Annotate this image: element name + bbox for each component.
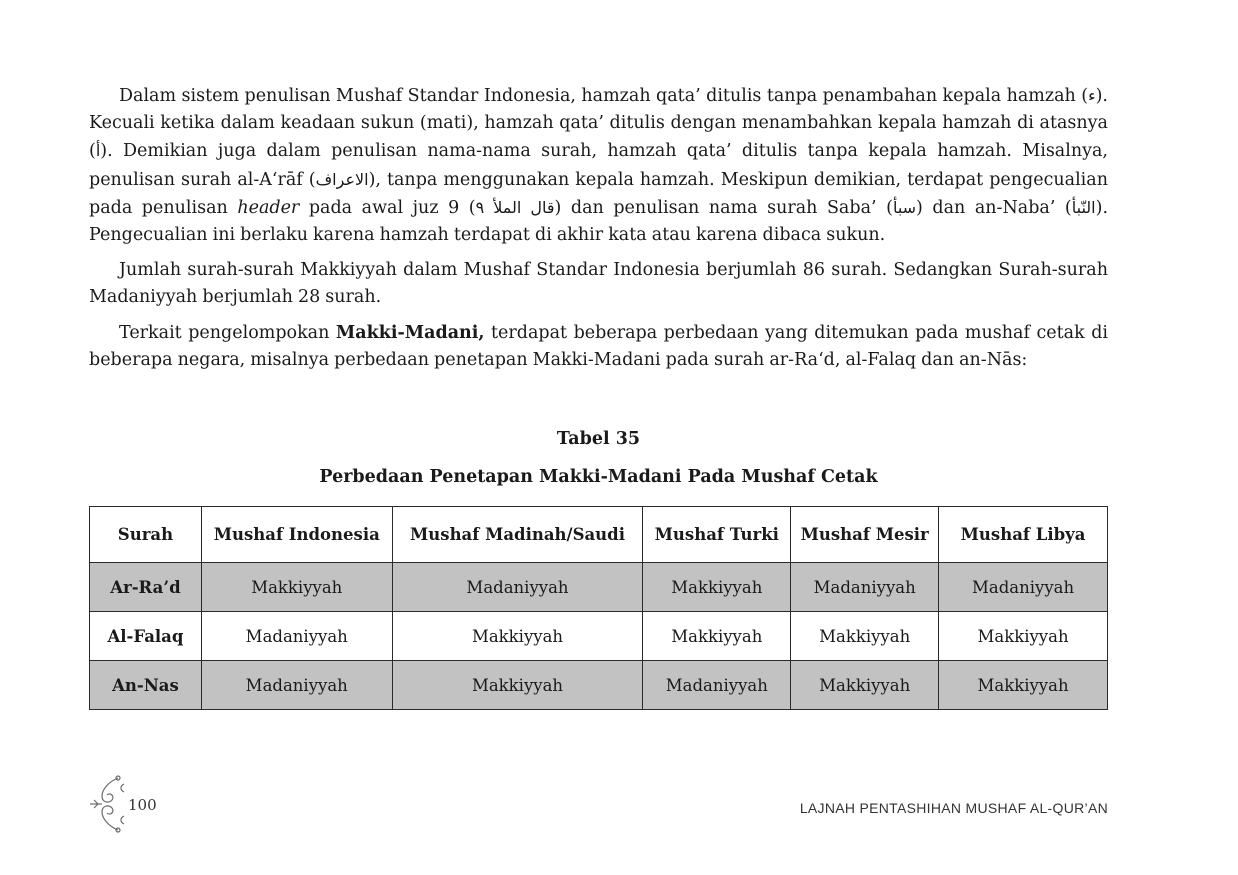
table-cell: Makkiyyah <box>201 563 392 612</box>
arabic-alif-hamzah: أ <box>95 141 101 161</box>
table-cell: Ar-Ra’d <box>90 563 202 612</box>
text-run: pada awal juz 9 ( <box>299 197 476 218</box>
table-cell: Madaniyyah <box>643 661 791 710</box>
header-surah: Surah <box>90 507 202 563</box>
table-cell: An-Nas <box>90 661 202 710</box>
header-mushaf-mesir: Mushaf Mesir <box>791 507 939 563</box>
page-number: 100 <box>128 796 157 814</box>
header-mushaf-turki: Mushaf Turki <box>643 507 791 563</box>
arabic-qala-almala: قال الملأ ٩ <box>475 197 555 217</box>
text-run: Terkait pengelompokan <box>119 322 336 343</box>
table-caption: Tabel 35 <box>556 429 641 449</box>
arabic-saba: سبأ <box>892 197 917 217</box>
arabic-hamzah: ء <box>1088 86 1096 105</box>
bold-makki-madani: Makki-Madani, <box>335 322 485 343</box>
table-row <box>90 612 1108 661</box>
running-footer-publisher: LAJNAH PENTASHIHAN MUSHAF AL-QUR’AN <box>799 800 1108 816</box>
text-run: ). Pengecualian ini berlaku karena hamzah terdapat di akhir kata atau karena dibaca sukun. <box>89 197 1109 246</box>
table-cell: Madaniyyah <box>201 661 392 710</box>
table-cell: Al-Falaq <box>90 612 202 661</box>
header-mushaf-madinah: Mushaf Madinah/Saudi <box>392 507 643 563</box>
table-cell: Makkiyyah <box>643 612 791 661</box>
table-cell: Makkiyyah <box>643 563 791 612</box>
table-cell: Makkiyyah <box>791 661 939 710</box>
table-cell: Makkiyyah <box>392 661 643 710</box>
table-cell: Madaniyyah <box>392 563 643 612</box>
text-run: ) dan an-Naba’ ( <box>916 197 1072 218</box>
table-title: Perbedaan Penetapan Makki-Madani Pada Mushaf Cetak <box>319 467 878 487</box>
table-cell: Madaniyyah <box>791 563 939 612</box>
table-row <box>90 563 1108 612</box>
table-cell: Makkiyyah <box>939 661 1108 710</box>
paragraph-jumlah-surah: Jumlah surah-surah Makkiyyah dalam Mushaf Standar Indonesia berjumlah 86 surah. Sedangkan Surah-surah Madaniyyah berjumlah 28 surah. <box>89 260 1108 308</box>
text-run: ). Kecuali ketika dalam keadaan sukun (mati), hamzah qata’ ditulis dengan menambahkan kepala hamzah di atasnya ( <box>89 86 1108 162</box>
text-run: ). Demikian juga dalam penulisan nama-nama surah, hamzah qata’ ditulis tanpa kepala hamzah. Misalnya, penulisan surah al-A‘rāf ( <box>89 141 1108 190</box>
arabic-an-naba: النّبأ <box>1071 197 1096 217</box>
table-cell: Makkiyyah <box>791 612 939 661</box>
text-run: ) dan penulisan nama surah Saba’ ( <box>554 197 893 218</box>
arabic-al-araf: الاعراف <box>315 169 369 189</box>
header-mushaf-libya: Mushaf Libya <box>939 507 1108 563</box>
table-header-row <box>90 507 1108 563</box>
table-row <box>90 661 1108 710</box>
text-run: ), tanpa menggunakan kepala hamzah. Meskipun demikian, terdapat pengecualian pada penulisan <box>89 169 1108 218</box>
table-cell: Makkiyyah <box>392 612 643 661</box>
table-cell: Makkiyyah <box>939 612 1108 661</box>
table-cell: Madaniyyah <box>201 612 392 661</box>
text-run: Dalam sistem penulisan Mushaf Standar Indonesia, hamzah qata’ ditulis tanpa penambahan kepala hamzah ( <box>119 86 1089 106</box>
paragraph-hamzah <box>89 82 1108 249</box>
body-text <box>89 82 1108 382</box>
table-cell: Madaniyyah <box>939 563 1108 612</box>
paragraph-makki-madani <box>89 320 1108 374</box>
header-mushaf-indonesia: Mushaf Indonesia <box>201 507 392 563</box>
text-run: terdapat beberapa perbedaan yang ditemukan pada mushaf cetak di beberapa negara, misalnya perbedaan penetapan Makki-Madani pada surah ar-Ra‘d, al-Falaq dan an-Nās: <box>89 322 1108 370</box>
italic-header: header <box>237 197 300 218</box>
makki-madani-table <box>89 506 1108 710</box>
